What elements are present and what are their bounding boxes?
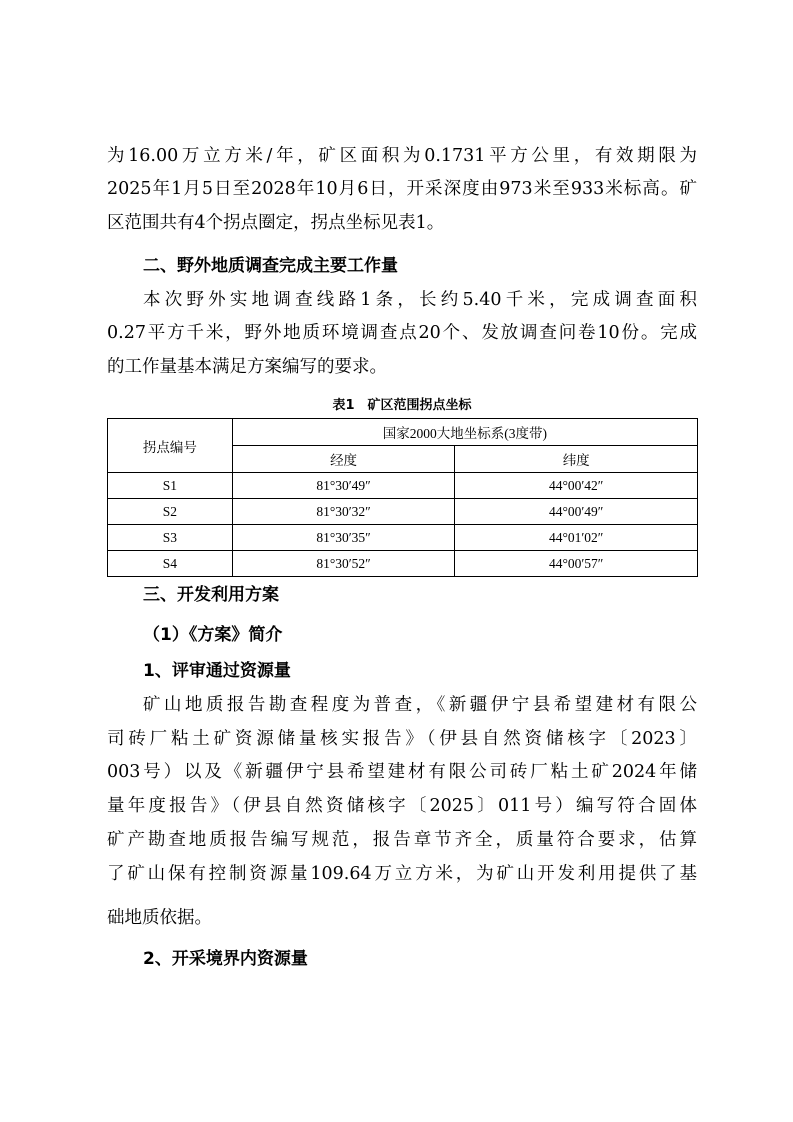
- section2-line-3: 的工作量基本满足方案编写的要求。: [107, 357, 387, 377]
- item1-line-6: 了矿山保有控制资源量109.64万立方米，为矿山开发利用提供了基: [107, 864, 697, 884]
- item1-line-4: 量年度报告》（伊县自然资储核字〔2025〕011号）编写符合固体: [107, 796, 697, 816]
- point-id: S3: [108, 525, 233, 551]
- table-row: [108, 499, 698, 525]
- longitude-value: 81°30′35″: [232, 525, 455, 551]
- header-coordinate-system: 国家2000大地坐标系(3度带): [232, 419, 697, 446]
- latitude-value: 44°01′02″: [455, 525, 698, 551]
- intro-line-1: 为16.00万立方米/年，矿区面积为0.1731平方公里，有效期限为: [107, 146, 697, 166]
- point-id: S4: [108, 551, 233, 577]
- header-latitude: 纬度: [455, 446, 698, 473]
- intro-line-3: 区范围共有4个拐点圈定，拐点坐标见表1。: [107, 213, 445, 233]
- table-row: [108, 551, 698, 577]
- intro-line-2: 2025年1月5日至2028年10月6日，开采深度由973米至933米标高。矿: [107, 179, 697, 199]
- section2-heading: 二、野外地质调查完成主要工作量: [143, 256, 398, 276]
- section2-line-2: 0.27平方千米，野外地质环境调查点20个、发放调查问卷10份。完成: [107, 323, 697, 343]
- item1-line-2: 司砖厂粘土矿资源储量核实报告》（伊县自然资储核字〔2023〕: [107, 729, 697, 749]
- coordinates-table: [107, 418, 698, 577]
- header-longitude: 经度: [232, 446, 455, 473]
- latitude-value: 44°00′49″: [455, 499, 698, 525]
- item1-line-3: 003号）以及《新疆伊宁县希望建材有限公司砖厂粘土矿2024年储: [107, 762, 697, 782]
- item1-line-7: 础地质依据。: [107, 908, 212, 928]
- table-row: [108, 525, 698, 551]
- item1-line-1: 矿山地质报告勘查程度为普查，《新疆伊宁县希望建材有限公: [143, 695, 697, 715]
- subsection1-heading: （1）《方案》简介: [143, 625, 283, 645]
- table-caption: 表1 矿区范围拐点坐标: [332, 398, 472, 413]
- item1-line-5: 矿产勘查地质报告编写规范，报告章节齐全，质量符合要求，估算: [107, 830, 697, 850]
- section2-line-1: 本次野外实地调查线路1条，长约5.40千米，完成调查面积: [143, 290, 697, 310]
- section3-heading: 三、开发利用方案: [143, 585, 279, 605]
- item2-heading: 2、开采境界内资源量: [143, 949, 308, 969]
- latitude-value: 44°00′57″: [455, 551, 698, 577]
- longitude-value: 81°30′52″: [232, 551, 455, 577]
- latitude-value: 44°00′42″: [455, 473, 698, 499]
- point-id: S2: [108, 499, 233, 525]
- longitude-value: 81°30′32″: [232, 499, 455, 525]
- point-id: S1: [108, 473, 233, 499]
- longitude-value: 81°30′49″: [232, 473, 455, 499]
- table-row: [108, 473, 698, 499]
- item1-heading: 1、评审通过资源量: [143, 661, 291, 681]
- header-point-id: 拐点编号: [108, 419, 233, 473]
